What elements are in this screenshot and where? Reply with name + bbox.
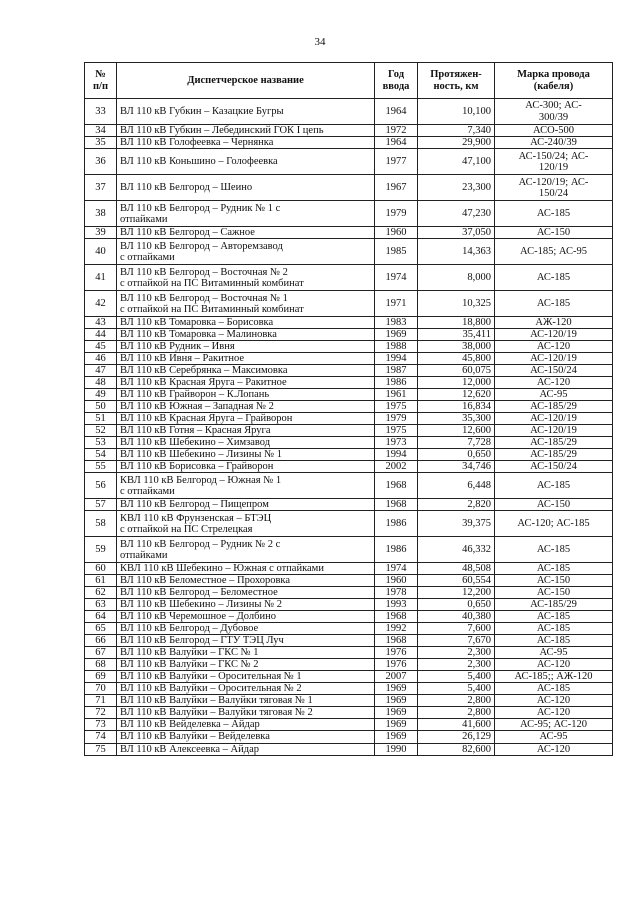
header-year: Год ввода [375, 63, 418, 99]
line-name: КВЛ 110 кВ Белгород – Южная № 1 с отпайками [117, 473, 375, 499]
line-name: ВЛ 110 кВ Борисовка – Грайворон [117, 461, 375, 473]
table-row [85, 537, 613, 563]
line-length: 0,650 [418, 449, 495, 461]
table-row [85, 389, 613, 401]
row-number: 55 [85, 461, 117, 473]
line-length: 6,448 [418, 473, 495, 499]
wire-brand: АС-120/19; АС- 150/24 [495, 175, 613, 201]
row-number: 41 [85, 265, 117, 291]
wire-brand: АС-120/19 [495, 329, 613, 341]
line-length: 5,400 [418, 683, 495, 695]
wire-brand: АС-120 [495, 341, 613, 353]
line-length: 10,325 [418, 291, 495, 317]
line-name: ВЛ 110 кВ Губкин – Казацкие Бугры [117, 99, 375, 125]
line-length: 18,800 [418, 317, 495, 329]
row-number: 36 [85, 149, 117, 175]
line-length: 35,411 [418, 329, 495, 341]
wire-brand: АСО-500 [495, 125, 613, 137]
wire-brand: АС-185; АС-95 [495, 239, 613, 265]
row-number: 38 [85, 201, 117, 227]
wire-brand: АС-120 [495, 659, 613, 671]
line-name: ВЛ 110 кВ Голофеевка – Чернянка [117, 137, 375, 149]
wire-brand: АС-300; АС- 300/39 [495, 99, 613, 125]
line-name: ВЛ 110 кВ Готня – Красная Яруга [117, 425, 375, 437]
table-row [85, 125, 613, 137]
wire-brand: АС-120 [495, 377, 613, 389]
wire-brand: АС-120/19 [495, 413, 613, 425]
row-number: 51 [85, 413, 117, 425]
table-row [85, 353, 613, 365]
wire-brand: АС-185 [495, 563, 613, 575]
commission-year: 1973 [375, 437, 418, 449]
line-length: 35,300 [418, 413, 495, 425]
commission-year: 1972 [375, 125, 418, 137]
wire-brand: АС-150/24 [495, 365, 613, 377]
row-number: 70 [85, 683, 117, 695]
row-number: 42 [85, 291, 117, 317]
row-number: 44 [85, 329, 117, 341]
row-number: 35 [85, 137, 117, 149]
table-row [85, 563, 613, 575]
line-name: ВЛ 110 кВ Шебекино – Лизины № 1 [117, 449, 375, 461]
commission-year: 1975 [375, 401, 418, 413]
table-row [85, 437, 613, 449]
line-length: 12,620 [418, 389, 495, 401]
line-length: 5,400 [418, 671, 495, 683]
commission-year: 1986 [375, 511, 418, 537]
line-name: ВЛ 110 кВ Коньшино – Голофеевка [117, 149, 375, 175]
row-number: 48 [85, 377, 117, 389]
table-body [85, 99, 613, 756]
wire-brand: АС-185;; АЖ-120 [495, 671, 613, 683]
line-name: ВЛ 110 кВ Красная Яруга – Ракитное [117, 377, 375, 389]
commission-year: 1994 [375, 449, 418, 461]
row-number: 74 [85, 731, 117, 743]
table-row [85, 365, 613, 377]
line-length: 7,670 [418, 635, 495, 647]
line-name: ВЛ 110 кВ Белгород – Рудник № 2 с отпайками [117, 537, 375, 563]
row-number: 43 [85, 317, 117, 329]
line-length: 48,508 [418, 563, 495, 575]
line-length: 26,129 [418, 731, 495, 743]
table-row [85, 719, 613, 731]
commission-year: 1993 [375, 599, 418, 611]
line-name: ВЛ 110 кВ Томаровка – Борисовка [117, 317, 375, 329]
row-number: 46 [85, 353, 117, 365]
commission-year: 1976 [375, 659, 418, 671]
commission-year: 1986 [375, 537, 418, 563]
line-name: ВЛ 110 кВ Красная Яруга – Грайворон [117, 413, 375, 425]
commission-year: 1969 [375, 329, 418, 341]
table-row [85, 201, 613, 227]
wire-brand: АС-95 [495, 389, 613, 401]
wire-brand: АС-95; АС-120 [495, 719, 613, 731]
commission-year: 1983 [375, 317, 418, 329]
table-row [85, 587, 613, 599]
wire-brand: АС-185 [495, 291, 613, 317]
row-number: 49 [85, 389, 117, 401]
table-row [85, 695, 613, 707]
row-number: 65 [85, 623, 117, 635]
header-wire: Марка провода (кабеля) [495, 63, 613, 99]
line-length: 7,728 [418, 437, 495, 449]
row-number: 68 [85, 659, 117, 671]
wire-brand: АС-95 [495, 647, 613, 659]
header-name: Диспетчерское название [117, 63, 375, 99]
wire-brand: АС-185 [495, 537, 613, 563]
line-name: ВЛ 110 кВ Валуйки – ГКС № 1 [117, 647, 375, 659]
wire-brand: АС-185 [495, 635, 613, 647]
line-name: ВЛ 110 кВ Шебекино – Лизины № 2 [117, 599, 375, 611]
wire-brand: АС-185/29 [495, 437, 613, 449]
commission-year: 1974 [375, 265, 418, 291]
line-length: 45,800 [418, 353, 495, 365]
table-row [85, 473, 613, 499]
commission-year: 1988 [375, 341, 418, 353]
line-name: ВЛ 110 кВ Белгород – Дубовое [117, 623, 375, 635]
page-number: 34 [314, 36, 326, 48]
commission-year: 1985 [375, 239, 418, 265]
row-number: 47 [85, 365, 117, 377]
line-length: 23,300 [418, 175, 495, 201]
header-no: № п/п [85, 63, 117, 99]
wire-brand: АС-120 [495, 695, 613, 707]
wire-brand: АС-120; АС-185 [495, 511, 613, 537]
row-number: 34 [85, 125, 117, 137]
table-row [85, 99, 613, 125]
line-length: 47,100 [418, 149, 495, 175]
wire-brand: АС-185/29 [495, 449, 613, 461]
row-number: 40 [85, 239, 117, 265]
wire-brand: АС-185 [495, 683, 613, 695]
wire-brand: АС-150/24; АС- 120/19 [495, 149, 613, 175]
table-row [85, 461, 613, 473]
table-row [85, 743, 613, 755]
line-length: 12,200 [418, 587, 495, 599]
line-name: ВЛ 110 кВ Валуйки – Оросительная № 2 [117, 683, 375, 695]
commission-year: 2007 [375, 671, 418, 683]
line-name: ВЛ 110 кВ Серебрянка – Максимовка [117, 365, 375, 377]
wire-brand: АС-150 [495, 227, 613, 239]
table-header-row [85, 63, 613, 99]
table-row [85, 659, 613, 671]
wire-brand: АС-185 [495, 201, 613, 227]
row-number: 52 [85, 425, 117, 437]
commission-year: 1969 [375, 731, 418, 743]
header-length: Протяжен- ность, км [418, 63, 495, 99]
line-length: 38,000 [418, 341, 495, 353]
table-row [85, 683, 613, 695]
commission-year: 1978 [375, 587, 418, 599]
line-name: ВЛ 110 кВ Томаровка – Малиновка [117, 329, 375, 341]
table-row [85, 647, 613, 659]
line-name: ВЛ 110 кВ Белгород – Беломестное [117, 587, 375, 599]
line-name: КВЛ 110 кВ Фрунзенская – БТЭЦ с отпайкой на ПС Стрелецкая [117, 511, 375, 537]
commission-year: 1992 [375, 623, 418, 635]
table-row [85, 149, 613, 175]
line-length: 2,300 [418, 647, 495, 659]
row-number: 69 [85, 671, 117, 683]
row-number: 63 [85, 599, 117, 611]
line-length: 41,600 [418, 719, 495, 731]
line-length: 2,300 [418, 659, 495, 671]
line-name: ВЛ 110 кВ Алексеевка – Айдар [117, 743, 375, 755]
table-row [85, 317, 613, 329]
table-row [85, 499, 613, 511]
line-length: 8,000 [418, 265, 495, 291]
line-length: 60,075 [418, 365, 495, 377]
commission-year: 1968 [375, 473, 418, 499]
row-number: 50 [85, 401, 117, 413]
commission-year: 1975 [375, 425, 418, 437]
table-row [85, 731, 613, 743]
commission-year: 2002 [375, 461, 418, 473]
line-length: 40,380 [418, 611, 495, 623]
table-row [85, 341, 613, 353]
row-number: 56 [85, 473, 117, 499]
line-name: ВЛ 110 кВ Валуйки – Вейделевка [117, 731, 375, 743]
wire-brand: АС-95 [495, 731, 613, 743]
line-length: 16,834 [418, 401, 495, 413]
commission-year: 1974 [375, 563, 418, 575]
commission-year: 1976 [375, 647, 418, 659]
line-name: ВЛ 110 кВ Белгород – Шеино [117, 175, 375, 201]
line-name: ВЛ 110 кВ Южная – Западная № 2 [117, 401, 375, 413]
commission-year: 1968 [375, 611, 418, 623]
table-row [85, 137, 613, 149]
row-number: 60 [85, 563, 117, 575]
commission-year: 1960 [375, 227, 418, 239]
line-name: ВЛ 110 кВ Грайворон – К.Лопань [117, 389, 375, 401]
power-lines-table [84, 62, 613, 756]
table-row [85, 175, 613, 201]
row-number: 54 [85, 449, 117, 461]
line-length: 12,600 [418, 425, 495, 437]
table-row [85, 239, 613, 265]
line-length: 7,600 [418, 623, 495, 635]
line-name: ВЛ 110 кВ Валуйки – Валуйки тяговая № 2 [117, 707, 375, 719]
line-length: 12,000 [418, 377, 495, 389]
wire-brand: АС-185/29 [495, 599, 613, 611]
commission-year: 1971 [375, 291, 418, 317]
table-row [85, 449, 613, 461]
line-name: ВЛ 110 кВ Шебекино – Химзавод [117, 437, 375, 449]
wire-brand: АС-120 [495, 707, 613, 719]
line-name: ВЛ 110 кВ Губкин – Лебединский ГОК I цепь [117, 125, 375, 137]
wire-brand: АС-120 [495, 743, 613, 755]
line-length: 34,746 [418, 461, 495, 473]
line-name: ВЛ 110 кВ Валуйки – Оросительная № 1 [117, 671, 375, 683]
commission-year: 1964 [375, 137, 418, 149]
commission-year: 1961 [375, 389, 418, 401]
table-row [85, 425, 613, 437]
line-length: 0,650 [418, 599, 495, 611]
table-row [85, 623, 613, 635]
row-number: 75 [85, 743, 117, 755]
line-name: ВЛ 110 кВ Черемошное – Долбино [117, 611, 375, 623]
table-row [85, 599, 613, 611]
table-row [85, 671, 613, 683]
commission-year: 1986 [375, 377, 418, 389]
line-name: КВЛ 110 кВ Шебекино – Южная с отпайками [117, 563, 375, 575]
wire-brand: АС-120/19 [495, 353, 613, 365]
row-number: 61 [85, 575, 117, 587]
commission-year: 1977 [375, 149, 418, 175]
commission-year: 1969 [375, 719, 418, 731]
line-name: ВЛ 110 кВ Валуйки – Валуйки тяговая № 1 [117, 695, 375, 707]
line-name: ВЛ 110 кВ Белгород – Пищепром [117, 499, 375, 511]
table-row [85, 227, 613, 239]
row-number: 73 [85, 719, 117, 731]
commission-year: 1994 [375, 353, 418, 365]
line-name: ВЛ 110 кВ Белгород – ГТУ ТЭЦ Луч [117, 635, 375, 647]
commission-year: 1964 [375, 99, 418, 125]
line-length: 82,600 [418, 743, 495, 755]
table-row [85, 707, 613, 719]
commission-year: 1987 [375, 365, 418, 377]
commission-year: 1968 [375, 635, 418, 647]
commission-year: 1969 [375, 695, 418, 707]
line-name: ВЛ 110 кВ Вейделевка – Айдар [117, 719, 375, 731]
commission-year: 1960 [375, 575, 418, 587]
table-row [85, 291, 613, 317]
wire-brand: АС-150 [495, 575, 613, 587]
line-length: 47,230 [418, 201, 495, 227]
wire-brand: АС-185 [495, 473, 613, 499]
row-number: 58 [85, 511, 117, 537]
commission-year: 1968 [375, 499, 418, 511]
wire-brand: АЖ-120 [495, 317, 613, 329]
table-row [85, 401, 613, 413]
line-length: 37,050 [418, 227, 495, 239]
line-length: 2,820 [418, 499, 495, 511]
wire-brand: АС-240/39 [495, 137, 613, 149]
commission-year: 1979 [375, 201, 418, 227]
wire-brand: АС-150/24 [495, 461, 613, 473]
wire-brand: АС-185 [495, 623, 613, 635]
commission-year: 1967 [375, 175, 418, 201]
commission-year: 1979 [375, 413, 418, 425]
row-number: 37 [85, 175, 117, 201]
table-row [85, 377, 613, 389]
line-name: ВЛ 110 кВ Ивня – Ракитное [117, 353, 375, 365]
row-number: 59 [85, 537, 117, 563]
line-name: ВЛ 110 кВ Белгород – Авторемзавод с отпайками [117, 239, 375, 265]
line-length: 14,363 [418, 239, 495, 265]
line-length: 2,800 [418, 707, 495, 719]
commission-year: 1969 [375, 707, 418, 719]
table-row [85, 611, 613, 623]
wire-brand: АС-185 [495, 265, 613, 291]
row-number: 62 [85, 587, 117, 599]
table-row [85, 511, 613, 537]
line-name: ВЛ 110 кВ Белгород – Сажное [117, 227, 375, 239]
line-length: 39,375 [418, 511, 495, 537]
commission-year: 1990 [375, 743, 418, 755]
line-length: 10,100 [418, 99, 495, 125]
row-number: 67 [85, 647, 117, 659]
line-length: 7,340 [418, 125, 495, 137]
table-row [85, 635, 613, 647]
row-number: 39 [85, 227, 117, 239]
line-name: ВЛ 110 кВ Белгород – Восточная № 2 с отпайкой на ПС Витаминный комбинат [117, 265, 375, 291]
table-row [85, 265, 613, 291]
table-row [85, 575, 613, 587]
line-name: ВЛ 110 кВ Белгород – Восточная № 1 с отпайкой на ПС Витаминный комбинат [117, 291, 375, 317]
commission-year: 1969 [375, 683, 418, 695]
row-number: 66 [85, 635, 117, 647]
table-row [85, 413, 613, 425]
wire-brand: АС-185 [495, 611, 613, 623]
wire-brand: АС-150 [495, 587, 613, 599]
row-number: 72 [85, 707, 117, 719]
line-name: ВЛ 110 кВ Белгород – Рудник № 1 с отпайками [117, 201, 375, 227]
line-name: ВЛ 110 кВ Валуйки – ГКС № 2 [117, 659, 375, 671]
line-name: ВЛ 110 кВ Беломестное – Прохоровка [117, 575, 375, 587]
wire-brand: АС-150 [495, 499, 613, 511]
line-name: ВЛ 110 кВ Рудник – Ивня [117, 341, 375, 353]
row-number: 57 [85, 499, 117, 511]
line-length: 46,332 [418, 537, 495, 563]
wire-brand: АС-120/19 [495, 425, 613, 437]
row-number: 64 [85, 611, 117, 623]
row-number: 71 [85, 695, 117, 707]
row-number: 53 [85, 437, 117, 449]
row-number: 33 [85, 99, 117, 125]
line-length: 60,554 [418, 575, 495, 587]
row-number: 45 [85, 341, 117, 353]
wire-brand: АС-185/29 [495, 401, 613, 413]
line-length: 29,900 [418, 137, 495, 149]
table-row [85, 329, 613, 341]
line-length: 2,800 [418, 695, 495, 707]
